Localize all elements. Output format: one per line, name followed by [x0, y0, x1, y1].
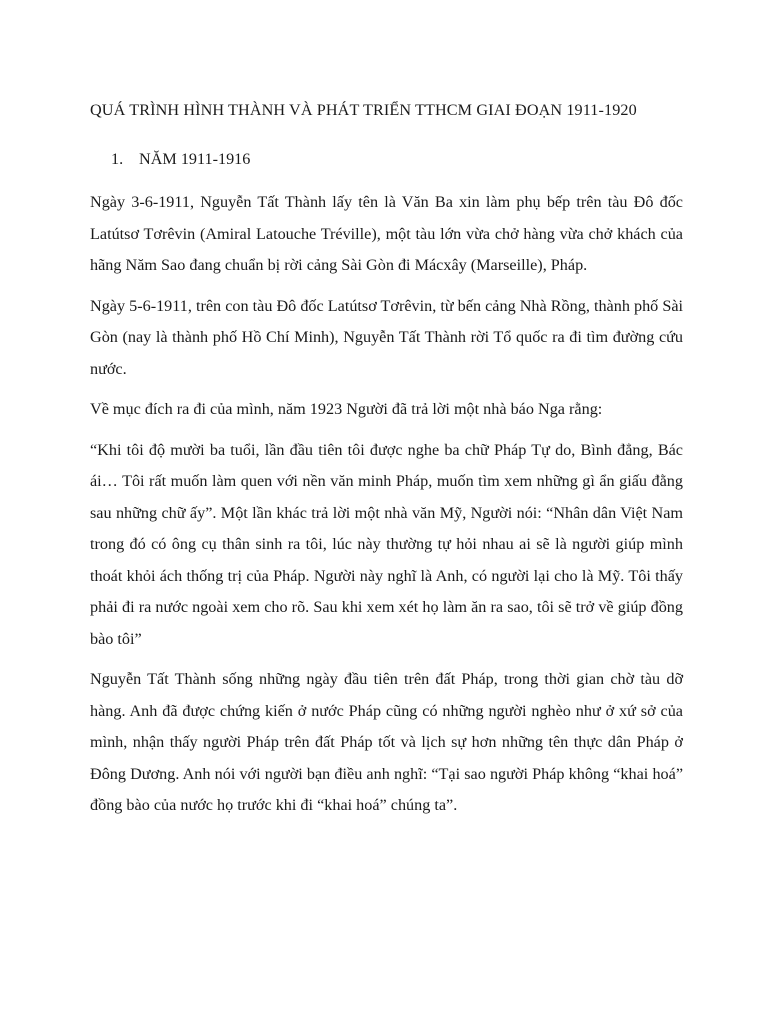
- paragraph-departure-job: Ngày 3-6-1911, Nguyễn Tất Thành lấy tên là Văn Ba xin làm phụ bếp trên tàu Đô đốc Latútsơ Tơrêvin (Amiral Latouche Tréville), một tàu lớn vừa chở hàng vừa chở khách của hãng Năm Sao đang chuẩn bị rời cảng Sài Gòn đi Mácxây (Marseille), Pháp.: [90, 193, 683, 274]
- document-title: QUÁ TRÌNH HÌNH THÀNH VÀ PHÁT TRIỂN TTHCM GIAI ĐOẠN 1911-1920: [90, 101, 637, 119]
- section-heading: [90, 144, 683, 175]
- section-label: NĂM 1911-1916: [139, 150, 251, 168]
- paragraph-quote: “Khi tôi độ mười ba tuổi, lần đầu tiên tôi được nghe ba chữ Pháp Tự do, Bình đẳng, Bác ái… Tôi rất muốn làm quen với nền văn minh Pháp, muốn tìm xem những gì ẩn giấu đằng sau những chữ ấy”. Một lần khác trả lời một nhà văn Mỹ, Người nói: “Nhân dân Việt Nam trong đó có ông cụ thân sinh ra tôi, lúc này thường tự hỏi nhau ai sẽ là người giúp mình thoát khỏi ách thống trị của Pháp. Người này nghĩ là Anh, có người lại cho là Mỹ. Tôi thấy phải đi ra nước ngoài xem cho rõ. Sau khi xem xét họ làm ăn ra sao, tôi sẽ trở về giúp đồng bào tôi”: [90, 440, 683, 648]
- section-number: 1.: [111, 150, 124, 168]
- paragraph-in-france: Nguyễn Tất Thành sống những ngày đầu tiên trên đất Pháp, trong thời gian chờ tàu dỡ hàng. Anh đã được chứng kiến ở nước Pháp cũng có những người nghèo như ở xứ sở của mình, nhận thấy người Pháp trên đất Pháp tốt và lịch sự hơn những tên thực dân Pháp ở Đông Dương. Anh nói với người bạn điều anh nghĩ: “Tại sao người Pháp không “khai hoá” đồng bào của nước họ trước khi đi “khai hoá” chúng ta”.: [90, 670, 683, 814]
- paragraph-leaving-homeland: Ngày 5-6-1911, trên con tàu Đô đốc Latútsơ Tơrêvin, từ bến cảng Nhà Rồng, thành phố Sài Gòn (nay là thành phố Hồ Chí Minh), Nguyễn Tất Thành rời Tổ quốc ra đi tìm đường cứu nước.: [90, 296, 683, 378]
- paragraph-purpose-intro: Về mục đích ra đi của mình, năm 1923 Người đã trả lời một nhà báo Nga rằng:: [90, 400, 603, 418]
